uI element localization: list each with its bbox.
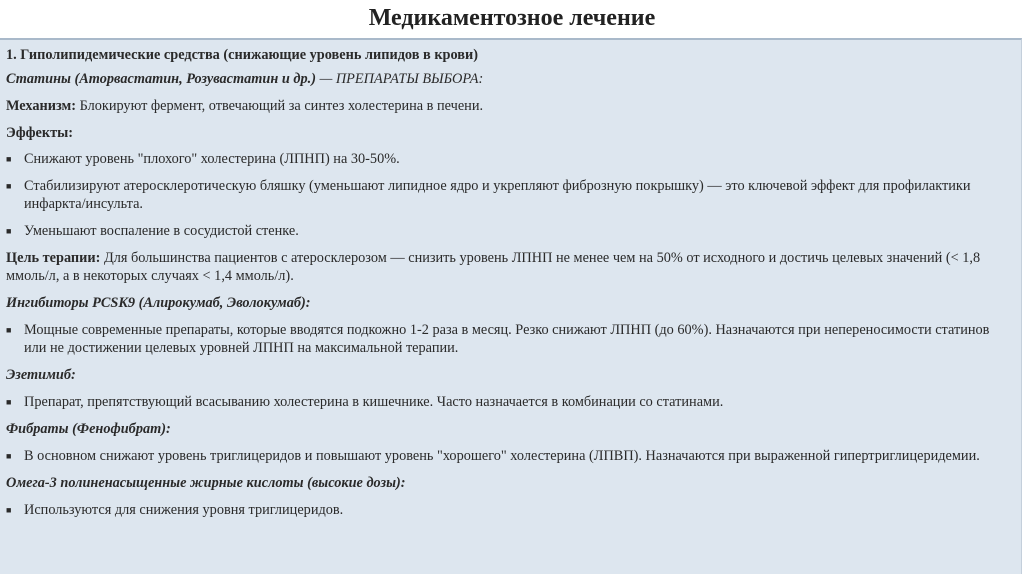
bullet-icon: ■	[6, 325, 12, 335]
mechanism-text: Блокируют фермент, отвечающий за синтез холестерина в печени.	[76, 98, 484, 114]
bullet-icon: ■	[6, 397, 12, 407]
effect-text: Уменьшают воспаление в сосудистой стенке.	[24, 223, 299, 239]
ezetimibe-heading: Эзетимиб:	[6, 367, 76, 383]
bullet-icon: ■	[6, 181, 12, 191]
content-panel	[0, 38, 1022, 574]
list-item	[6, 222, 1013, 240]
goal-label: Цель терапии:	[6, 250, 101, 266]
therapy-goal	[6, 249, 1013, 285]
omega3-heading: Омега-3 полиненасыщенные жирные кислоты (высокие дозы):	[6, 475, 406, 491]
list-item	[6, 447, 1013, 465]
bullet-icon: ■	[6, 451, 12, 461]
statins-heading-drugs: Статины (Аторвастатин, Розувастатин и др.)	[6, 71, 316, 87]
bullet-icon: ■	[6, 505, 12, 515]
fibrates-text: В основном снижают уровень триглицеридов и повышают уровень "хорошего" холестерина (ЛПВП). Назначаются при выраженной гипертриглицеридемии.	[24, 448, 980, 464]
list-item	[6, 393, 1013, 411]
effect-text: Стабилизируют атеросклеротическую бляшку (уменьшают липидное ядро и укрепляют фиброзную покрышку) — это ключевой эффект для профилактики инфаркта/инсульта.	[24, 178, 971, 212]
statins-heading	[6, 70, 1013, 88]
bullet-icon: ■	[6, 154, 12, 164]
list-item	[6, 150, 1013, 168]
list-item	[6, 321, 1013, 357]
statins-heading-tail: — ПРЕПАРАТЫ ВЫБОРА:	[316, 71, 484, 87]
mechanism-label: Механизм:	[6, 98, 76, 114]
pcsk9-heading: Ингибиторы PCSK9 (Алирокумаб, Эволокумаб):	[6, 295, 311, 311]
list-item	[6, 177, 1013, 213]
omega3-text: Используются для снижения уровня триглицеридов.	[24, 502, 344, 518]
ezetimibe-text: Препарат, препятствующий всасыванию холестерина в кишечнике. Часто назначается в комбинации со статинами.	[24, 394, 724, 410]
goal-text: Для большинства пациентов с атеросклерозом — снизить уровень ЛПНП не менее чем на 50% от исходного и достичь целевых значений (< 1,8 ммоль/л, а в некоторых случаях < 1,4 ммоль/л).	[6, 250, 981, 284]
pcsk9-text: Мощные современные препараты, которые вводятся подкожно 1-2 раза в месяц. Резко снижают ЛПНП (до 60%). Назначаются при непереносимости статинов или не достижении целевых уровней ЛПНП на максимальной терапии.	[24, 322, 990, 356]
slide-title: Медикаментозное лечение	[368, 5, 656, 31]
effect-text: Снижают уровень "плохого" холестерина (ЛПНП) на 30-50%.	[24, 151, 400, 167]
mechanism-line	[6, 97, 1013, 115]
effects-title: Эффекты:	[6, 125, 74, 141]
fibrates-heading: Фибраты (Фенофибрат):	[6, 421, 171, 437]
list-item	[6, 501, 1013, 519]
bullet-icon: ■	[6, 226, 12, 236]
section-title: 1. Гиполипидемические средства (снижающие уровень липидов в крови)	[6, 47, 479, 63]
